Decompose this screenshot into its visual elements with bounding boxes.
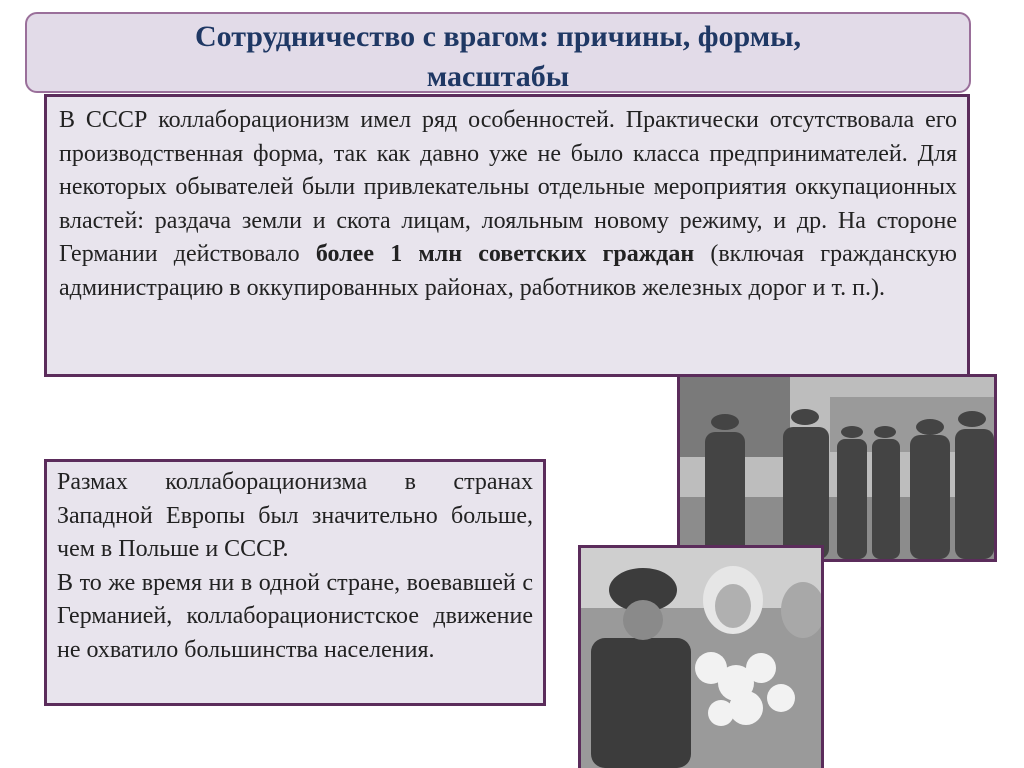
title-line-1: Сотрудничество с врагом: причины, формы,: [194, 20, 802, 53]
text-box-ussr: [44, 94, 970, 377]
europe-paragraph-1: Размах коллаборационизма в странах Западной Европы был значительно больше, чем в Польше и СССР.: [57, 469, 533, 562]
europe-paragraph-2: В то же время ни в одной стране, воевавшей с Германией, коллаборационистское движение не охватило большинства населения.: [57, 569, 533, 663]
photo-soldier-flowers: [578, 545, 824, 768]
ussr-text-end: (включая гражданскую администрацию в оккупированных районах, работников железных дорог и т. п.).: [59, 241, 957, 301]
ussr-paragraph: [59, 104, 957, 305]
ussr-text-bold: более 1 млн советских граждан: [315, 241, 695, 267]
ussr-text-start: В СССР коллаборационизм имел ряд особенностей. Практически отсутствовала его производственная форма, так как давно уже не было класса предпринимателей. Для некоторых обывателей были привлекательны отдельные мероприятия оккупационных властей: раздача земли и скота лицам, лояльным новому режиму, и др. На стороне Германии действовало: [59, 107, 957, 267]
text-box-europe: [44, 459, 546, 706]
slide-title: [25, 12, 971, 93]
title-line-2: масштабы: [426, 60, 570, 93]
photo-officers: [677, 374, 997, 562]
